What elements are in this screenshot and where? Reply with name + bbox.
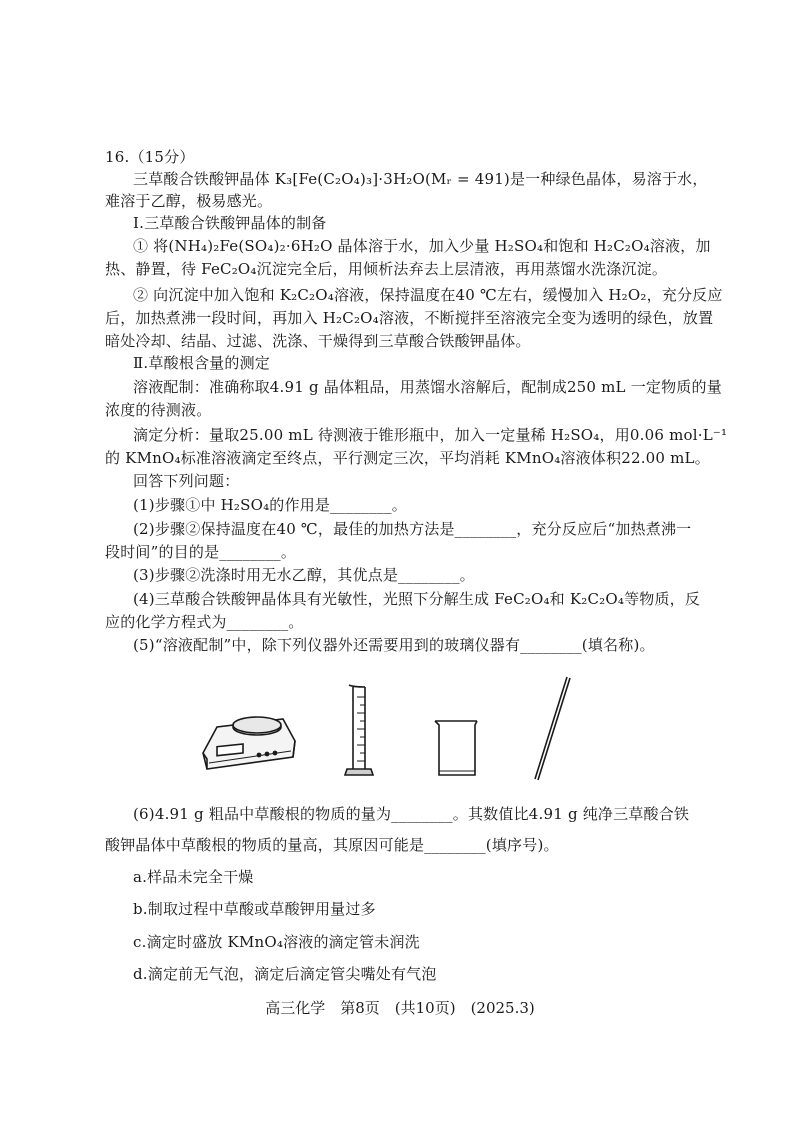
graduated-cylinder-icon — [345, 685, 373, 775]
glass-rod-icon — [535, 677, 570, 780]
option-d: d.滴定前无气泡，滴定后滴定管尖嘴处有气泡 — [133, 965, 437, 983]
question-number: 16.（15分） — [105, 148, 195, 166]
question-3: (3)步骤②洗涤时用无水乙醇，其优点是________。 — [133, 566, 475, 584]
question-6-line-1: (6)4.91 g 粗品中草酸根的物质的量为________。其数值比4.91 g 纯净三草酸合铁 — [133, 805, 690, 823]
part2-title: Ⅱ.草酸根含量的测定 — [133, 354, 270, 372]
balance-icon — [203, 717, 295, 769]
step2-line-1: ② 向沉淀中加入饱和 K₂C₂O₄溶液，保持温度在40 ℃左右，缓慢加入 H₂O₂，充分反应 — [133, 286, 723, 304]
intro-line-2: 难溶于乙醇，极易感光。 — [105, 192, 273, 210]
question-5: (5)“溶液配制”中，除下列仪器外还需要用到的玻璃仪器有________(填名称)。 — [133, 636, 655, 654]
apparatus-figure — [195, 675, 615, 785]
part1-title: Ⅰ.三草酸合铁酸钾晶体的制备 — [133, 214, 327, 232]
question-4-line-2: 应的化学方程式为________。 — [105, 613, 304, 631]
option-c: c.滴定时盛放 KMnO₄溶液的滴定管未润洗 — [133, 933, 420, 951]
option-a: a.样品未完全干燥 — [133, 868, 254, 886]
intro-line-1: 三草酸合铁酸钾晶体 K₃[Fe(C₂O₄)₃]·3H₂O(Mᵣ = 491)是一种绿色晶体，易溶于水， — [133, 170, 708, 188]
question-2-line-2: 段时间”的目的是________。 — [105, 543, 297, 561]
step1-line-1: ① 将(NH₄)₂Fe(SO₄)₂·6H₂O 晶体溶于水，加入少量 H₂SO₄和饱和 H₂C₂O₄溶液，加 — [133, 237, 711, 255]
beaker-icon — [435, 721, 477, 775]
question-6-line-2: 酸钾晶体中草酸根的物质的量高，其原因可能是________(填序号)。 — [105, 836, 559, 854]
titration-line-1: 滴定分析：量取25.00 mL 待测液于锥形瓶中，加入一定量稀 H₂SO₄，用0.06 mol·L⁻¹ — [133, 426, 728, 444]
question-4-line-1: (4)三草酸合铁酸钾晶体具有光敏性，光照下分解生成 FeC₂O₄和 K₂C₂O₄等物质，反 — [133, 590, 701, 608]
step1-line-2: 热、静置，待 FeC₂O₄沉淀完全后，用倾析法弃去上层清液，再用蒸馏水洗涤沉淀。 — [105, 260, 668, 278]
solution-prep-line-1: 溶液配制：准确称取4.91 g 晶体粗品，用蒸馏水溶解后，配制成250 mL 一定物质的量 — [133, 378, 722, 396]
answer-prompt: 回答下列问题： — [133, 472, 240, 490]
step2-line-2: 后，加热煮沸一段时间，再加入 H₂C₂O₄溶液，不断搅拌至溶液完全变为透明的绿色，放置 — [105, 309, 714, 327]
page-footer: 高三化学 第8页 (共10页) (2025.3) — [265, 999, 535, 1017]
solution-prep-line-2: 浓度的待测液。 — [105, 401, 212, 419]
option-b: b.制取过程中草酸或草酸钾用量过多 — [133, 900, 376, 918]
question-2-line-1: (2)步骤②保持温度在40 ℃，最佳的加热方法是________，充分反应后“加热煮沸一 — [133, 520, 692, 538]
titration-line-2: 的 KMnO₄标准溶液滴定至终点，平行测定三次，平均消耗 KMnO₄溶液体积22.00 mL。 — [105, 449, 710, 467]
step2-line-3: 暗处冷却、结晶、过滤、洗涤、干燥得到三草酸合铁酸钾晶体。 — [105, 332, 531, 350]
question-1: (1)步骤①中 H₂SO₄的作用是________。 — [133, 496, 407, 514]
